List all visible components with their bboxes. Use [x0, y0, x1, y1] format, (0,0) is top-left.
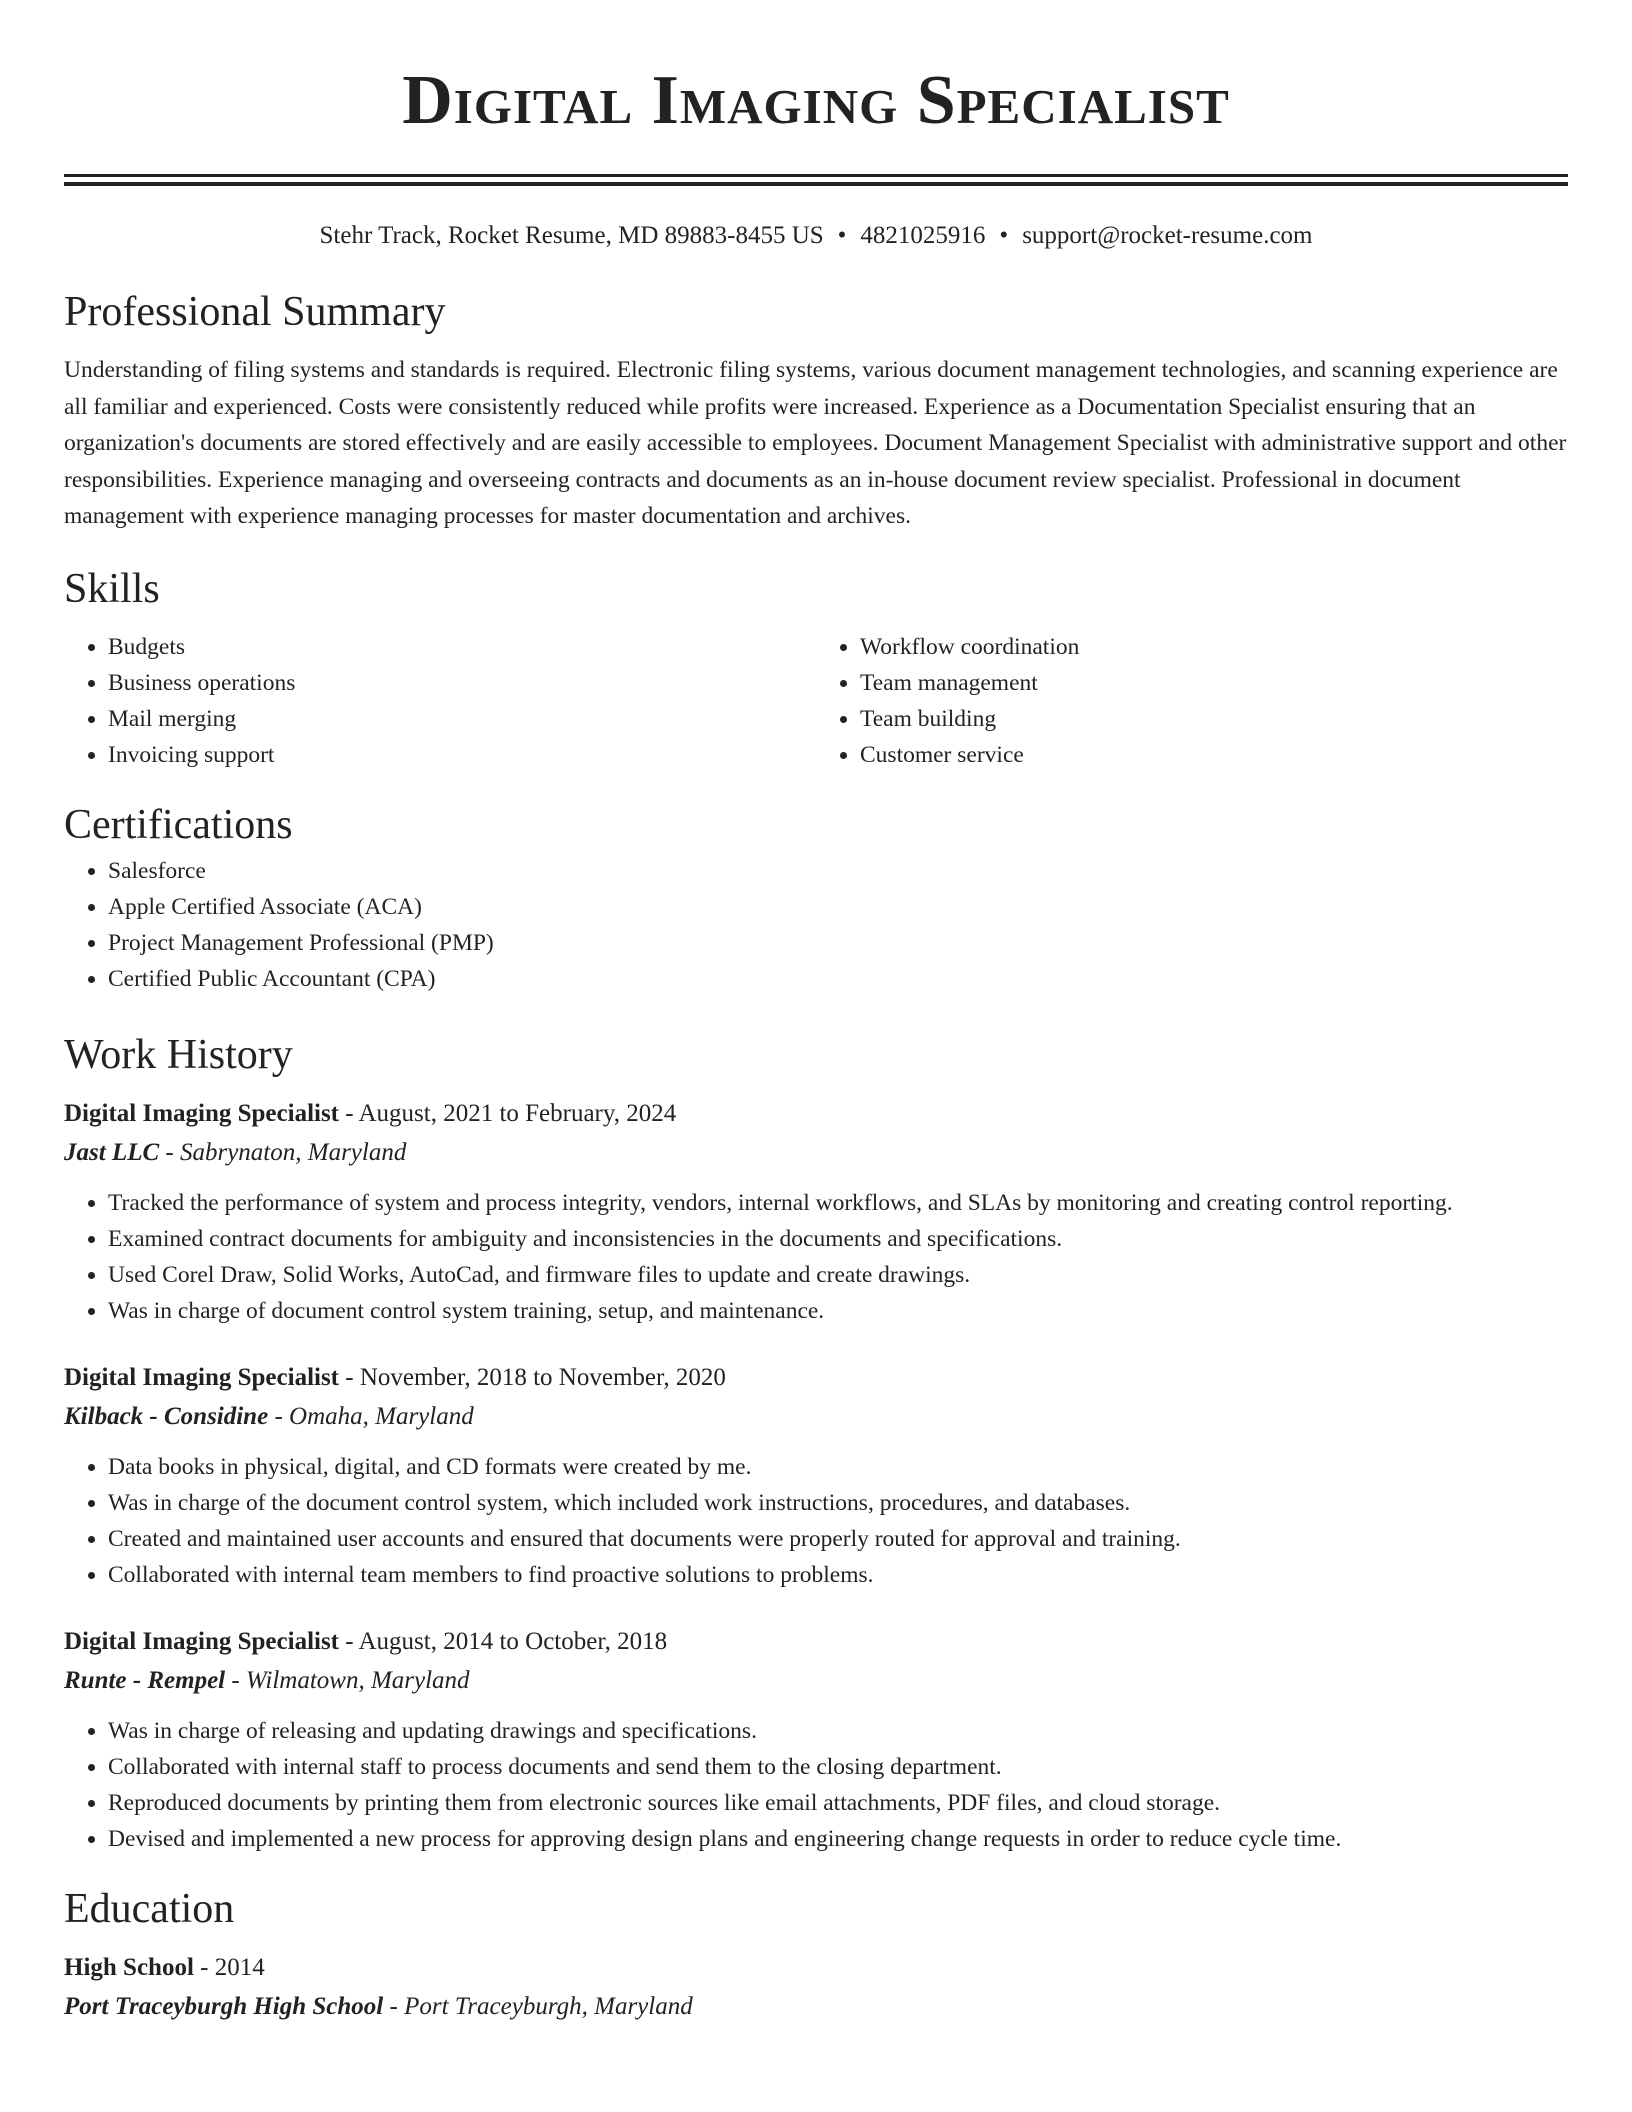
- job-bullets: [64, 1185, 1568, 1329]
- job-bullets: [64, 1713, 1568, 1857]
- job-entry: [64, 1623, 1568, 1857]
- job-company: Runte - Rempel: [64, 1666, 226, 1694]
- skills-heading: Skills: [64, 565, 160, 612]
- job-company: Kilback - Considine: [64, 1402, 269, 1430]
- job-title-line: [64, 1623, 1568, 1661]
- contact-separator: •: [999, 222, 1009, 249]
- education-year: - 2014: [193, 1953, 265, 1981]
- education-heading: Education: [64, 1885, 235, 1932]
- job-title-line: [64, 1359, 1568, 1397]
- work-history-heading: Work History: [64, 1031, 293, 1078]
- education-location: - Port Traceyburgh, Maryland: [383, 1992, 693, 2020]
- job-bullet: • Collaborated with internal staff to process documents and send them to the closing department.: [108, 1749, 1568, 1785]
- job-location: - Sabrynaton, Maryland: [159, 1138, 407, 1166]
- skills-list-right: [816, 629, 1568, 773]
- job-title-line: [64, 1095, 1568, 1133]
- job-entry: [64, 1359, 1568, 1593]
- contact-email: support@rocket-resume.com: [1022, 222, 1313, 249]
- certifications-heading: Certifications: [64, 801, 293, 848]
- job-bullet: • Was in charge of the document control system, which included work instructions, procedures, and databases.: [108, 1485, 1568, 1521]
- skill-item: • Mail merging: [108, 701, 816, 737]
- title-divider: [64, 174, 1568, 186]
- job-bullet: • Reproduced documents by printing them from electronic sources like email attachments, PDF files, and cloud storage.: [108, 1785, 1568, 1821]
- job-dates: - August, 2014 to October, 2018: [339, 1627, 668, 1655]
- education-school: Port Traceyburgh High School: [64, 1992, 384, 2020]
- job-dates: - November, 2018 to November, 2020: [339, 1363, 726, 1391]
- job-role: Digital Imaging Specialist: [64, 1627, 340, 1655]
- skill-item: • Customer service: [860, 737, 1568, 773]
- job-bullet: • Created and maintained user accounts and ensured that documents were properly routed for approval and training.: [108, 1521, 1568, 1557]
- skills-list-left: [64, 629, 816, 773]
- job-bullet: • Examined contract documents for ambiguity and inconsistencies in the documents and specifications.: [108, 1221, 1568, 1257]
- contact-address: Stehr Track, Rocket Resume, MD 89883-8455 US: [319, 222, 824, 249]
- job-role: Digital Imaging Specialist: [64, 1099, 340, 1127]
- education-school-line: [64, 1987, 1568, 2027]
- job-company: Jast LLC: [64, 1138, 160, 1166]
- job-bullet: • Used Corel Draw, Solid Works, AutoCad, and firmware files to update and create drawings.: [108, 1257, 1568, 1293]
- job-bullets: [64, 1449, 1568, 1593]
- skill-item: • Team building: [860, 701, 1568, 737]
- education-degree: High School: [64, 1953, 194, 1981]
- summary-heading: Professional Summary: [64, 289, 446, 335]
- skill-item: • Invoicing support: [108, 737, 816, 773]
- job-location: - Omaha, Maryland: [268, 1402, 474, 1430]
- skill-item: • Business operations: [108, 665, 816, 701]
- certification-item: • Apple Certified Associate (ACA): [108, 889, 1568, 925]
- contact-separator: •: [837, 222, 847, 249]
- job-dates: - August, 2021 to February, 2024: [339, 1099, 677, 1127]
- job-location: - Wilmatown, Maryland: [225, 1666, 470, 1694]
- job-bullet: • Devised and implemented a new process for approving design plans and engineering change requests in order to reduce cycle time.: [108, 1821, 1568, 1857]
- job-company-line: [64, 1397, 1568, 1437]
- certification-item: • Salesforce: [108, 853, 1568, 889]
- job-bullet: • Collaborated with internal team members to find proactive solutions to problems.: [108, 1557, 1568, 1593]
- job-entry: [64, 1095, 1568, 1329]
- job-company-line: [64, 1133, 1568, 1173]
- job-bullet: • Data books in physical, digital, and CD formats were created by me.: [108, 1449, 1568, 1485]
- job-role: Digital Imaging Specialist: [64, 1363, 340, 1391]
- summary-text: Understanding of filing systems and standards is required. Electronic filing systems, various document management technologies, and scanning experience are all familiar and experienced. Costs were consistently reduced while profits were increased. Experience as a Documentation Specialist ensuring that an organization's documents are stored effectively and are easily accessible to employees. Document Management Specialist with administrative support and other responsibilities. Experience managing and overseeing contracts and documents as an in-house document review specialist. Professional in document management with experience managing processes for master documentation and archives.: [64, 357, 1567, 529]
- job-bullet: • Tracked the performance of system and process integrity, vendors, internal workflows, and SLAs by monitoring and creating control reporting.: [108, 1185, 1568, 1221]
- certifications-list: [64, 853, 1568, 997]
- skill-item: • Team management: [860, 665, 1568, 701]
- job-company-line: [64, 1661, 1568, 1701]
- education-degree-line: [64, 1949, 1568, 1987]
- resume-title: Digital Imaging Specialist: [402, 62, 1230, 139]
- skill-item: • Workflow coordination: [860, 629, 1568, 665]
- skills-columns: [64, 629, 1568, 773]
- certification-item: • Certified Public Accountant (CPA): [108, 961, 1568, 997]
- contact-line: [64, 218, 1568, 254]
- certification-item: • Project Management Professional (PMP): [108, 925, 1568, 961]
- skill-item: • Budgets: [108, 629, 816, 665]
- education-entry: [64, 1949, 1568, 2027]
- job-bullet: • Was in charge of document control system training, setup, and maintenance.: [108, 1293, 1568, 1329]
- job-bullet: • Was in charge of releasing and updating drawings and specifications.: [108, 1713, 1568, 1749]
- contact-phone: 4821025916: [860, 222, 986, 249]
